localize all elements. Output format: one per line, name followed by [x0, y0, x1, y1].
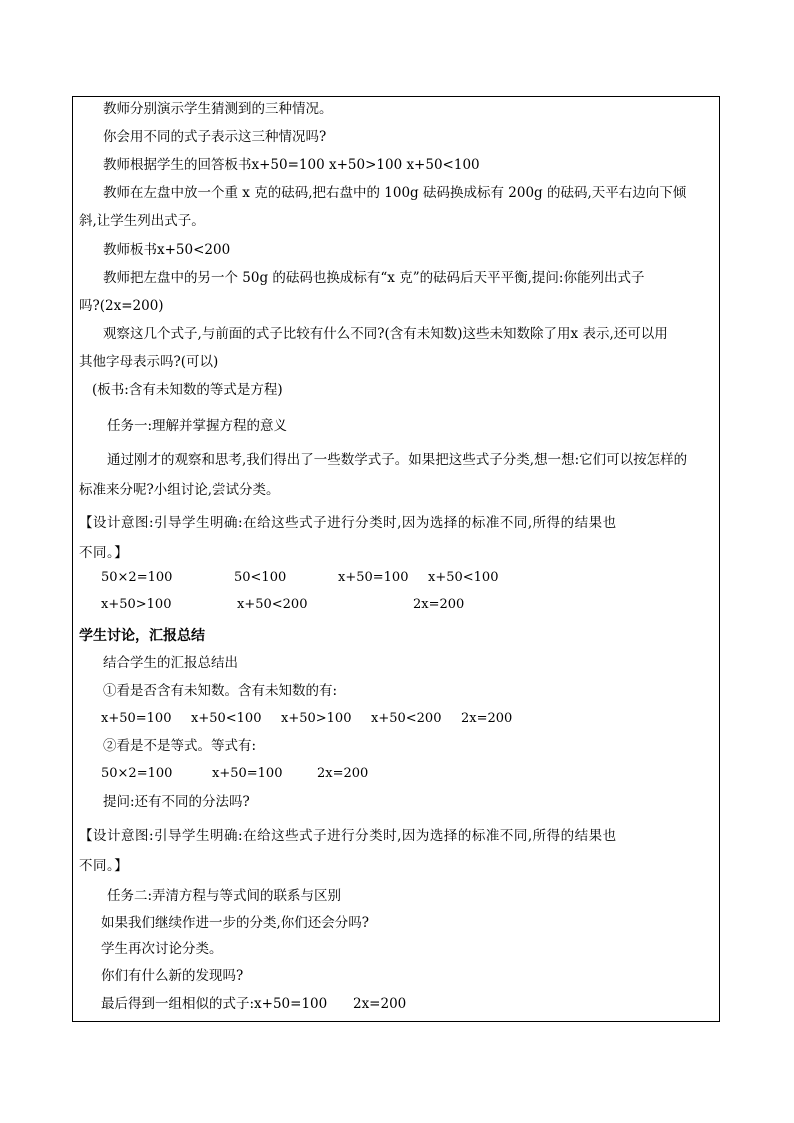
text-line: 标准来分呢?小组讨论,尝试分类。	[79, 482, 280, 498]
text-line: 最后得到一组相似的式子:x+50=100 2x=200	[101, 996, 407, 1012]
text-line: 通过刚才的观察和思考,我们得出了一些数学式子。如果把这些式子分类,想一想:它们可以按怎样的	[107, 452, 688, 468]
design-intent-note: 【设计意图:引导学生明确:在给这些式子进行分类时,因为选择的标准不同,所得的结果也	[79, 828, 617, 844]
text-line: 观察这几个式子,与前面的式子比较有什么不同?(含有未知数)这些未知数除了用x 表示,还可以用	[103, 326, 668, 342]
document-frame	[72, 96, 720, 1022]
section-heading-task-1: 任务一:理解并掌握方程的意义	[107, 418, 288, 434]
text-line: ①看是否含有未知数。含有未知数的有:	[103, 683, 338, 699]
expression: x+50=100	[212, 766, 283, 781]
text-line: ②看是不是等式。等式有:	[103, 738, 257, 754]
expression: 50×2=100	[101, 766, 173, 781]
expression: x+50<100	[191, 711, 262, 726]
text-line: 吗?(2x=200)	[79, 298, 164, 314]
expression: 2x=200	[317, 766, 369, 781]
expression: x+50<100	[428, 570, 499, 585]
text-line: 你会用不同的式子表示这三种情况吗?	[103, 129, 327, 145]
expression: 2x=200	[461, 711, 513, 726]
section-heading-task-2: 任务二:弄清方程与等式间的联系与区别	[107, 888, 342, 904]
text-line: 提问:还有不同的分法吗?	[103, 794, 250, 810]
text-line: 教师根据学生的回答板书x+50=100 x+50>100 x+50<100	[103, 157, 480, 173]
design-intent-note-end: 不同。】	[79, 858, 129, 874]
section-heading-discussion: 学生讨论，汇报总结	[79, 628, 205, 644]
text-line: 教师把左盘中的另一个 50g 的砝码也换成标有“x 克”的砝码后天平平衡,提问:你能列出式子	[103, 270, 645, 286]
expression: 50<100	[234, 570, 287, 585]
text-line: (板书:含有未知数的等式是方程)	[92, 382, 283, 398]
expression: x+50<200	[371, 711, 442, 726]
text-line: 结合学生的汇报总结出	[103, 655, 238, 671]
expression: 2x=200	[413, 597, 465, 612]
text-line: 其他字母表示吗?(可以)	[79, 354, 219, 370]
expression: x+50<200	[237, 597, 308, 612]
expression: x+50>100	[101, 597, 172, 612]
text-line: 教师分别演示学生猜测到的三种情况。	[103, 101, 333, 117]
expression: x+50>100	[281, 711, 352, 726]
text-line: 教师在左盘中放一个重 x 克的砝码,把右盘中的 100g 砝码换成标有 200g 的砝码,天平右边向下倾	[103, 185, 687, 201]
expression: x+50=100	[101, 711, 172, 726]
text-line: 学生再次讨论分类。	[101, 941, 223, 957]
text-line: 教师板书x+50<200	[103, 242, 231, 258]
text-line: 你们有什么新的发现吗?	[101, 968, 244, 984]
text-line: 斜,让学生列出式子。	[79, 213, 205, 229]
design-intent-note-end: 不同。】	[79, 545, 129, 561]
expression: 50×2=100	[101, 570, 173, 585]
text-line: 如果我们继续作进一步的分类,你们还会分吗?	[101, 915, 370, 931]
design-intent-note: 【设计意图:引导学生明确:在给这些式子进行分类时,因为选择的标准不同,所得的结果也	[79, 515, 617, 531]
expression: x+50=100	[338, 570, 409, 585]
